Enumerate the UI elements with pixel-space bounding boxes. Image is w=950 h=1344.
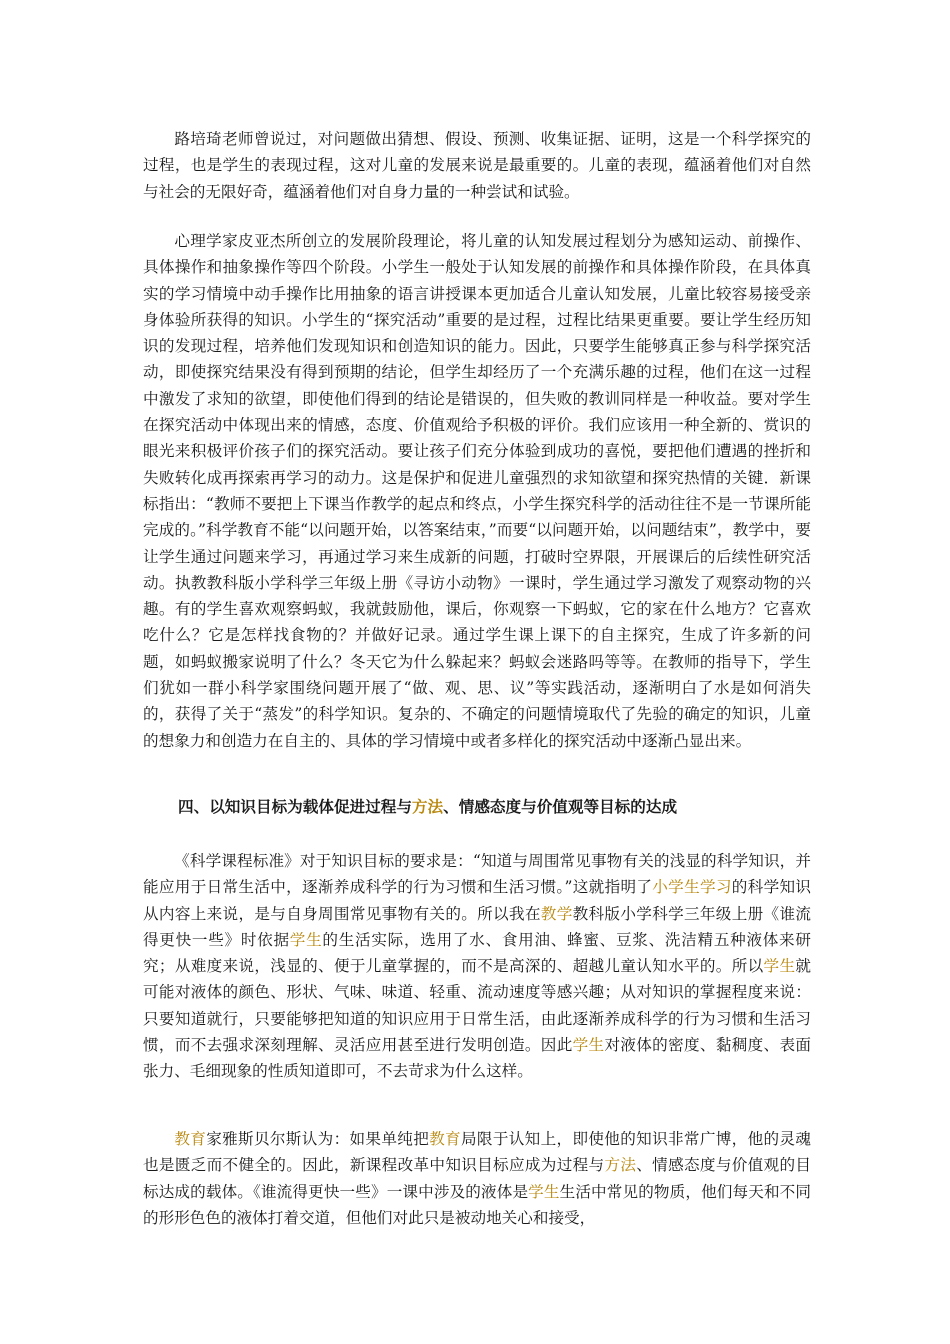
link-xuesheng[interactable]: 学生	[528, 1182, 560, 1201]
heading-text: 、情感态度与价值观等目标的达成	[443, 797, 678, 816]
paragraph-text: 《科学课程标准》对于知识目标的要求是：“知道与周围常见事物有关的浅显的科学知识，并能应用于日常生活中，逐渐养成科学的行为习惯和生活习惯。”这就指明了	[143, 852, 811, 897]
paragraph-lu-peiqi	[143, 126, 811, 205]
link-fangfa[interactable]: 方法	[604, 1156, 637, 1175]
link-xuesheng[interactable]: 学生	[572, 1036, 605, 1055]
paragraph-text: 生活中常见的物质，他们每天和不同的形形色色的液体打着交道，但他们对此只是被动地关心和接受，	[143, 1182, 811, 1227]
paragraph-text: 局限于认知上，即使他的知识非常广博，他的灵魂也是匮乏而不健全的。因此，新课程改革中知识目标应成为过程与	[143, 1130, 811, 1175]
link-xiaoxuesheng-xuexi[interactable]: 小学生学习	[652, 878, 732, 897]
paragraph-jaspers	[143, 1126, 811, 1231]
paragraph-text: 对液体的密度、黏稠度、表面张力、毛细现象的性质知道即可，不去苛求为什么这样。	[143, 1036, 811, 1081]
paragraph-text: 心理学家皮亚杰所创立的发展阶段理论，将儿童的认知发展过程划分为感知运动、前操作、具体操作和抽象操作等四个阶段。小学生一般处于认知发展的前操作和具体操作阶段，在具体真实的学习情境中动手操作比用抽象的语言讲授课本更加适合儿童认知发展，儿童比较容易接受亲身体验所获得的知识。小学生的“探究活动”重要的是过程，过程比结果更重要。要让学生经历知识的发现过程，培养他们发现知识和创造知识的能力。因此，只要学生能够真正参与科学探究活动，即使探究结果没有得到预期的结论，但学生却经历了一个充满乐趣的过程，他们在这一过程中激发了求知的欲望，即使他们得到的结论是错误的，但失败的教训同样是一种收益。要对学生在探究活动中体现出来的情感，态度、价值观给予积极的评价。我们应该用一种全新的、赏识的眼光来积极评价孩子们的探究活动。要让孩子们充分体验到成功的喜悦，要把他们遭遇的挫折和失败转化成再探索再学习的动力。这是保护和促进儿童强烈的求知欲望和探究热情的关键．新课标指出：“教师不要把上下课当作教学的起点和终点，小学生探究科学的活动往往不是一节课所能完成的。”科学教育不能“以问题开始，以答案结束，”而要“以问题开始，以问题结束”，教学中，要让学生通过问题来学习，再通过学习来生成新的问题，打破时空界限，开展课后的后续性研究活动。执教教科版小学科学三年级上册《寻访小动物》一课时，学生通过学习激发了观察动物的兴趣。有的学生喜欢观察蚂蚁，我就鼓励他，课后，你观察一下蚂蚁，它的家在什么地方？它喜欢吃什么？它是怎样找食物的？并做好记录。通过学生课上课下的自主探究，生成了许多新的问题，如蚂蚁搬家说明了什么？冬天它为什么躲起来？蚂蚁会迷路吗等等。在教师的指导下，学生们犹如一群小科学家围绕问题开展了“做、观、思、议”等实践活动，逐渐明白了水是如何消失的，获得了关于“蒸发”的科学知识。复杂的、不确定的问题情境取代了先验的确定的知识，儿童的想象力和创造力在自主的、具体的学习情境中或者多样化的探究活动中逐渐凸显出来。	[143, 232, 811, 750]
link-jiaoyu[interactable]: 教育	[174, 1130, 207, 1148]
paragraph-text: 教科版小学科学三年级上册《谁流得更快一些》时依据	[143, 904, 811, 949]
link-fangfa[interactable]: 方法	[411, 797, 444, 816]
link-xuesheng[interactable]: 学生	[289, 930, 323, 949]
paragraph-curriculum-standard	[143, 848, 811, 1085]
paragraph-text: 的科学知识从内容上来说，是与自身周围常见事物有关的。所以我在	[143, 878, 811, 923]
link-jiaoxue[interactable]: 教学	[540, 904, 573, 923]
paragraph-text: 就可能对液体的颜色、形状、气味、味道、轻重、流动速度等感兴趣；从对知识的掌握程度来说：只要知道就行，只要能够把知道的知识应用于日常生活，由此逐渐养成科学的行为习惯和生活习惯，而不去强求深刻理解、灵活应用甚至进行发明创造。因此	[143, 957, 811, 1055]
paragraph-piaget	[143, 228, 811, 754]
link-jiaoyu[interactable]: 教育	[429, 1130, 461, 1148]
section-heading-4	[178, 794, 818, 820]
heading-text: 四、以知识目标为载体促进过程与	[178, 797, 412, 816]
paragraph-text: 家雅斯贝尔斯认为：如果单纯把	[206, 1130, 430, 1148]
paragraph-text: 、情感态度与价值观的目标达成的载体。《谁流得更快一些》一课中涉及的液体是	[143, 1156, 811, 1201]
paragraph-text: 路培琦老师曾说过，对问题做出猜想、假设、预测、收集证据、证明，这是一个科学探究的过程，也是学生的表现过程，这对儿童的发展来说是最重要的。儿童的表现，蕴涵着他们对自然与社会的无限好奇，蕴涵着他们对自身力量的一种尝试和试验。	[143, 130, 811, 201]
link-xuesheng[interactable]: 学生	[763, 957, 796, 976]
paragraph-text: 的生活实际，选用了水、食用油、蜂蜜、豆浆、洗洁精五种液体来研究；从难度来说，浅显的、便于儿童掌握的，而不是高深的、超越儿童认知水平的。所以	[143, 930, 811, 976]
